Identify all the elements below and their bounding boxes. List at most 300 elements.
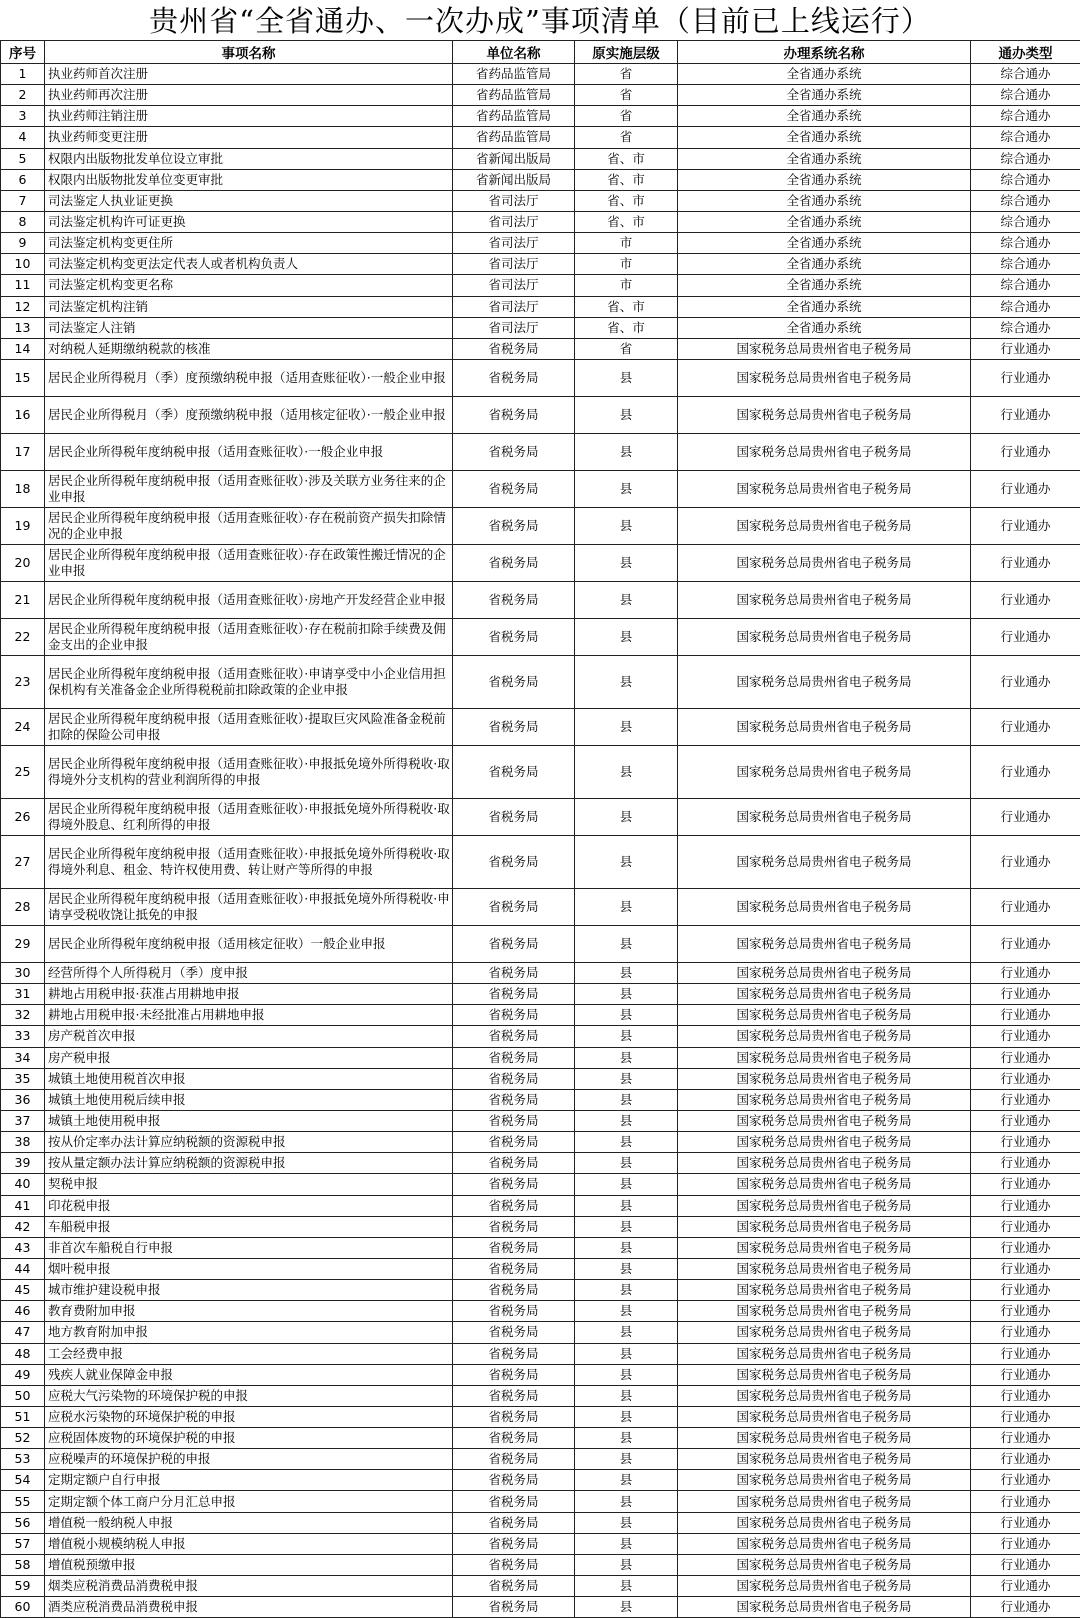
unit-name: 省税务局 (453, 1216, 575, 1237)
item-name: 印花税申报 (45, 1195, 453, 1216)
unit-name: 省税务局 (453, 655, 575, 708)
implementation-level: 县 (575, 1554, 678, 1575)
unit-name: 省税务局 (453, 1110, 575, 1131)
unit-name: 省税务局 (453, 338, 575, 359)
service-type: 行业通办 (971, 1110, 1080, 1131)
item-name: 增值税预缴申报 (45, 1554, 453, 1575)
service-type: 行业通办 (971, 1343, 1080, 1364)
unit-name: 省药品监管局 (453, 106, 575, 127)
row-number: 53 (1, 1449, 45, 1470)
item-name: 居民企业所得税年度纳税申报（适用查账征收）·提取巨灾风险准备金税前扣除的保险公司申报 (45, 708, 453, 745)
service-type: 行业通办 (971, 1512, 1080, 1533)
row-number: 1 (1, 64, 45, 85)
unit-name: 省税务局 (453, 984, 575, 1005)
service-type: 行业通办 (971, 433, 1080, 470)
system-name: 国家税务总局贵州省电子税务局 (678, 1174, 971, 1195)
row-number: 40 (1, 1174, 45, 1195)
table-row (1, 1428, 1080, 1449)
row-number: 27 (1, 835, 45, 888)
row-number: 15 (1, 359, 45, 396)
row-number: 47 (1, 1322, 45, 1343)
unit-name: 省税务局 (453, 470, 575, 507)
unit-name: 省税务局 (453, 396, 575, 433)
implementation-level: 省 (575, 127, 678, 148)
table-row (1, 1406, 1080, 1427)
implementation-level: 县 (575, 581, 678, 618)
table-row (1, 233, 1080, 254)
service-type: 行业通办 (971, 984, 1080, 1005)
implementation-level: 县 (575, 1237, 678, 1258)
service-type: 行业通办 (971, 618, 1080, 655)
table-row (1, 655, 1080, 708)
row-number: 8 (1, 211, 45, 232)
implementation-level: 县 (575, 962, 678, 983)
table-row (1, 544, 1080, 581)
system-name: 全省通办系统 (678, 317, 971, 338)
item-name: 残疾人就业保障金申报 (45, 1364, 453, 1385)
system-name: 国家税务总局贵州省电子税务局 (678, 1343, 971, 1364)
system-name: 全省通办系统 (678, 106, 971, 127)
system-name: 国家税务总局贵州省电子税务局 (678, 1491, 971, 1512)
system-name: 国家税务总局贵州省电子税务局 (678, 925, 971, 962)
unit-name: 省税务局 (453, 507, 575, 544)
item-name: 地方教育附加申报 (45, 1322, 453, 1343)
table-row (1, 1554, 1080, 1575)
row-number: 38 (1, 1132, 45, 1153)
row-number: 46 (1, 1301, 45, 1322)
item-name: 居民企业所得税年度纳税申报（适用查账征收）·申请享受中小企业信用担保机构有关准备金企业所得税税前扣除政策的企业申报 (45, 655, 453, 708)
service-type: 行业通办 (971, 396, 1080, 433)
service-type: 行业通办 (971, 925, 1080, 962)
system-name: 国家税务总局贵州省电子税务局 (678, 1512, 971, 1533)
implementation-level: 省、市 (575, 190, 678, 211)
implementation-level: 县 (575, 507, 678, 544)
implementation-level: 县 (575, 1428, 678, 1449)
row-number: 43 (1, 1237, 45, 1258)
service-type: 行业通办 (971, 1174, 1080, 1195)
unit-name: 省司法厅 (453, 317, 575, 338)
service-type: 行业通办 (971, 1280, 1080, 1301)
item-name: 居民企业所得税年度纳税申报（适用查账征收）·存在税前扣除手续费及佣金支出的企业申报 (45, 618, 453, 655)
service-type: 行业通办 (971, 962, 1080, 983)
system-name: 全省通办系统 (678, 169, 971, 190)
system-name: 国家税务总局贵州省电子税务局 (678, 507, 971, 544)
system-name: 国家税务总局贵州省电子税务局 (678, 1195, 971, 1216)
unit-name: 省税务局 (453, 1597, 575, 1618)
row-number: 39 (1, 1153, 45, 1174)
item-name: 居民企业所得税月（季）度预缴纳税申报（适用查账征收）·一般企业申报 (45, 359, 453, 396)
service-type: 综合通办 (971, 106, 1080, 127)
implementation-level: 县 (575, 1110, 678, 1131)
row-number: 51 (1, 1406, 45, 1427)
service-type: 行业通办 (971, 1301, 1080, 1322)
unit-name: 省税务局 (453, 925, 575, 962)
item-name: 按从价定率办法计算应纳税额的资源税申报 (45, 1132, 453, 1153)
service-type: 行业通办 (971, 745, 1080, 798)
row-number: 22 (1, 618, 45, 655)
service-type: 行业通办 (971, 1089, 1080, 1110)
service-type: 综合通办 (971, 85, 1080, 106)
row-number: 55 (1, 1491, 45, 1512)
page-title: 贵州省“全省通办、一次办成”事项清单（目前已上线运行） (0, 0, 1080, 40)
service-type: 行业通办 (971, 1322, 1080, 1343)
table-row (1, 470, 1080, 507)
implementation-level: 县 (575, 708, 678, 745)
service-type: 综合通办 (971, 254, 1080, 275)
table-row (1, 296, 1080, 317)
unit-name: 省新闻出版局 (453, 148, 575, 169)
unit-name: 省税务局 (453, 1005, 575, 1026)
row-number: 30 (1, 962, 45, 983)
unit-name: 省税务局 (453, 1237, 575, 1258)
item-name: 对纳税人延期缴纳税款的核准 (45, 338, 453, 359)
implementation-level: 县 (575, 544, 678, 581)
header-name: 事项名称 (45, 41, 453, 64)
implementation-level: 县 (575, 1576, 678, 1597)
implementation-level: 省、市 (575, 296, 678, 317)
implementation-level: 省、市 (575, 169, 678, 190)
table-row (1, 1005, 1080, 1026)
item-name: 应税固体废物的环境保护税的申报 (45, 1428, 453, 1449)
header-type: 通办类型 (971, 41, 1080, 64)
service-type: 行业通办 (971, 359, 1080, 396)
implementation-level: 县 (575, 745, 678, 798)
unit-name: 省税务局 (453, 359, 575, 396)
item-name: 司法鉴定机构变更法定代表人或者机构负责人 (45, 254, 453, 275)
table-row (1, 396, 1080, 433)
item-name: 城市维护建设税申报 (45, 1280, 453, 1301)
implementation-level: 县 (575, 1364, 678, 1385)
item-name: 按从量定额办法计算应纳税额的资源税申报 (45, 1153, 453, 1174)
table-row (1, 798, 1080, 835)
unit-name: 省司法厅 (453, 296, 575, 317)
service-type: 行业通办 (971, 1195, 1080, 1216)
row-number: 9 (1, 233, 45, 254)
row-number: 4 (1, 127, 45, 148)
system-name: 国家税务总局贵州省电子税务局 (678, 470, 971, 507)
implementation-level: 县 (575, 1301, 678, 1322)
unit-name: 省司法厅 (453, 275, 575, 296)
table-row (1, 618, 1080, 655)
service-type: 综合通办 (971, 127, 1080, 148)
item-name: 增值税一般纳税人申报 (45, 1512, 453, 1533)
header-system: 办理系统名称 (678, 41, 971, 64)
service-type: 行业通办 (971, 1068, 1080, 1089)
item-name: 司法鉴定人注销 (45, 317, 453, 338)
service-type: 行业通办 (971, 1576, 1080, 1597)
row-number: 3 (1, 106, 45, 127)
row-number: 13 (1, 317, 45, 338)
service-type: 综合通办 (971, 317, 1080, 338)
table-row (1, 1280, 1080, 1301)
row-number: 36 (1, 1089, 45, 1110)
system-name: 国家税务总局贵州省电子税务局 (678, 1132, 971, 1153)
implementation-level: 县 (575, 1216, 678, 1237)
unit-name: 省税务局 (453, 1301, 575, 1322)
row-number: 28 (1, 888, 45, 925)
item-name: 定期定额个体工商户分月汇总申报 (45, 1491, 453, 1512)
table-row (1, 888, 1080, 925)
header-row (1, 41, 1080, 64)
system-name: 国家税务总局贵州省电子税务局 (678, 1153, 971, 1174)
system-name: 国家税务总局贵州省电子税务局 (678, 1005, 971, 1026)
implementation-level: 省、市 (575, 317, 678, 338)
service-type: 行业通办 (971, 1491, 1080, 1512)
system-name: 国家税务总局贵州省电子税务局 (678, 708, 971, 745)
item-name: 权限内出版物批发单位变更审批 (45, 169, 453, 190)
unit-name: 省税务局 (453, 1132, 575, 1153)
header-unit: 单位名称 (453, 41, 575, 64)
system-name: 全省通办系统 (678, 127, 971, 148)
table-row (1, 507, 1080, 544)
table-row (1, 1491, 1080, 1512)
service-type: 行业通办 (971, 470, 1080, 507)
unit-name: 省税务局 (453, 433, 575, 470)
unit-name: 省税务局 (453, 888, 575, 925)
unit-name: 省税务局 (453, 1576, 575, 1597)
system-name: 全省通办系统 (678, 233, 971, 254)
implementation-level: 县 (575, 1512, 678, 1533)
system-name: 国家税务总局贵州省电子税务局 (678, 1026, 971, 1047)
item-name: 车船税申报 (45, 1216, 453, 1237)
implementation-level: 县 (575, 835, 678, 888)
implementation-level: 县 (575, 655, 678, 708)
system-name: 国家税务总局贵州省电子税务局 (678, 1068, 971, 1089)
table-row (1, 1364, 1080, 1385)
unit-name: 省药品监管局 (453, 64, 575, 85)
table-row (1, 85, 1080, 106)
table-row (1, 190, 1080, 211)
unit-name: 省税务局 (453, 1491, 575, 1512)
item-name: 应税噪声的环境保护税的申报 (45, 1449, 453, 1470)
system-name: 全省通办系统 (678, 190, 971, 211)
item-name: 增值税小规模纳税人申报 (45, 1533, 453, 1554)
table-row (1, 835, 1080, 888)
system-name: 全省通办系统 (678, 275, 971, 296)
unit-name: 省税务局 (453, 1026, 575, 1047)
table-row (1, 169, 1080, 190)
system-name: 国家税务总局贵州省电子税务局 (678, 1364, 971, 1385)
item-name: 司法鉴定机构变更住所 (45, 233, 453, 254)
item-name: 城镇土地使用税后续申报 (45, 1089, 453, 1110)
row-number: 6 (1, 169, 45, 190)
item-name: 司法鉴定机构注销 (45, 296, 453, 317)
row-number: 31 (1, 984, 45, 1005)
service-type: 行业通办 (971, 1153, 1080, 1174)
implementation-level: 县 (575, 1322, 678, 1343)
service-type: 行业通办 (971, 655, 1080, 708)
unit-name: 省税务局 (453, 1322, 575, 1343)
row-number: 32 (1, 1005, 45, 1026)
item-name: 司法鉴定人执业证更换 (45, 190, 453, 211)
system-name: 国家税务总局贵州省电子税务局 (678, 396, 971, 433)
service-type: 行业通办 (971, 1364, 1080, 1385)
row-number: 21 (1, 581, 45, 618)
unit-name: 省税务局 (453, 1195, 575, 1216)
unit-name: 省税务局 (453, 1068, 575, 1089)
implementation-level: 省、市 (575, 148, 678, 169)
table-row (1, 211, 1080, 232)
service-type: 行业通办 (971, 581, 1080, 618)
service-type: 行业通办 (971, 798, 1080, 835)
item-name: 司法鉴定机构变更名称 (45, 275, 453, 296)
item-name: 居民企业所得税年度纳税申报（适用查账征收）·申报抵免境外所得税收·取得境外分支机构的营业利润所得的申报 (45, 745, 453, 798)
item-name: 工会经费申报 (45, 1343, 453, 1364)
header-no: 序号 (1, 41, 45, 64)
row-number: 58 (1, 1554, 45, 1575)
implementation-level: 省 (575, 64, 678, 85)
implementation-level: 县 (575, 1597, 678, 1618)
table-row (1, 1470, 1080, 1491)
row-number: 20 (1, 544, 45, 581)
row-number: 12 (1, 296, 45, 317)
item-name: 居民企业所得税年度纳税申报（适用查账征收）·存在政策性搬迁情况的企业申报 (45, 544, 453, 581)
service-type: 行业通办 (971, 888, 1080, 925)
system-name: 国家税务总局贵州省电子税务局 (678, 888, 971, 925)
unit-name: 省税务局 (453, 962, 575, 983)
system-name: 国家税务总局贵州省电子税务局 (678, 1322, 971, 1343)
system-name: 国家税务总局贵州省电子税务局 (678, 1470, 971, 1491)
table-row (1, 338, 1080, 359)
unit-name: 省税务局 (453, 1047, 575, 1068)
unit-name: 省税务局 (453, 1343, 575, 1364)
row-number: 23 (1, 655, 45, 708)
system-name: 国家税务总局贵州省电子税务局 (678, 1280, 971, 1301)
implementation-level: 市 (575, 233, 678, 254)
row-number: 7 (1, 190, 45, 211)
system-name: 国家税务总局贵州省电子税务局 (678, 745, 971, 798)
unit-name: 省司法厅 (453, 233, 575, 254)
service-type: 行业通办 (971, 1005, 1080, 1026)
unit-name: 省税务局 (453, 708, 575, 745)
table-row (1, 1301, 1080, 1322)
system-name: 国家税务总局贵州省电子税务局 (678, 359, 971, 396)
row-number: 19 (1, 507, 45, 544)
implementation-level: 县 (575, 1089, 678, 1110)
unit-name: 省税务局 (453, 798, 575, 835)
system-name: 国家税务总局贵州省电子税务局 (678, 1110, 971, 1131)
item-name: 教育费附加申报 (45, 1301, 453, 1322)
implementation-level: 省、市 (575, 211, 678, 232)
service-type: 综合通办 (971, 190, 1080, 211)
table-row (1, 1216, 1080, 1237)
unit-name: 省税务局 (453, 1428, 575, 1449)
table-row (1, 1026, 1080, 1047)
table-row (1, 1047, 1080, 1068)
unit-name: 省税务局 (453, 544, 575, 581)
implementation-level: 省 (575, 85, 678, 106)
implementation-level: 县 (575, 618, 678, 655)
table-row (1, 1110, 1080, 1131)
implementation-level: 县 (575, 1449, 678, 1470)
item-name: 居民企业所得税年度纳税申报（适用查账征收）·涉及关联方业务往来的企业申报 (45, 470, 453, 507)
system-name: 国家税务总局贵州省电子税务局 (678, 1089, 971, 1110)
table-row (1, 1322, 1080, 1343)
service-type: 行业通办 (971, 1047, 1080, 1068)
item-name: 房产税申报 (45, 1047, 453, 1068)
table-row (1, 1533, 1080, 1554)
implementation-level: 市 (575, 254, 678, 275)
unit-name: 省税务局 (453, 835, 575, 888)
unit-name: 省税务局 (453, 1449, 575, 1470)
implementation-level: 县 (575, 359, 678, 396)
item-name: 定期定额户自行申报 (45, 1470, 453, 1491)
item-name: 居民企业所得税年度纳税申报（适用查账征收）·申报抵免境外所得税收·取得境外利息、租金、特许权使用费、转让财产等所得的申报 (45, 835, 453, 888)
row-number: 2 (1, 85, 45, 106)
system-name: 国家税务总局贵州省电子税务局 (678, 798, 971, 835)
row-number: 29 (1, 925, 45, 962)
table-row (1, 984, 1080, 1005)
item-name: 烟叶税申报 (45, 1258, 453, 1279)
implementation-level: 县 (575, 1406, 678, 1427)
implementation-level: 县 (575, 1343, 678, 1364)
system-name: 国家税务总局贵州省电子税务局 (678, 1428, 971, 1449)
table-row (1, 1153, 1080, 1174)
table-row (1, 925, 1080, 962)
table-row (1, 1132, 1080, 1153)
service-type: 综合通办 (971, 233, 1080, 254)
unit-name: 省税务局 (453, 745, 575, 798)
implementation-level: 省 (575, 106, 678, 127)
table-row (1, 64, 1080, 85)
table-row (1, 317, 1080, 338)
row-number: 60 (1, 1597, 45, 1618)
item-name: 居民企业所得税年度纳税申报（适用查账征收）·存在税前资产损失扣除情况的企业申报 (45, 507, 453, 544)
item-name: 经营所得个人所得税月（季）度申报 (45, 962, 453, 983)
item-name: 居民企业所得税年度纳税申报（适用核定征收）一般企业申报 (45, 925, 453, 962)
implementation-level: 县 (575, 470, 678, 507)
implementation-level: 县 (575, 888, 678, 925)
items-table (0, 40, 1080, 1618)
service-type: 行业通办 (971, 1533, 1080, 1554)
service-type: 综合通办 (971, 296, 1080, 317)
service-type: 综合通办 (971, 148, 1080, 169)
table-row (1, 1512, 1080, 1533)
system-name: 国家税务总局贵州省电子税务局 (678, 544, 971, 581)
service-type: 行业通办 (971, 1449, 1080, 1470)
service-type: 综合通办 (971, 275, 1080, 296)
implementation-level: 县 (575, 984, 678, 1005)
system-name: 国家税务总局贵州省电子税务局 (678, 618, 971, 655)
table-row (1, 1385, 1080, 1406)
service-type: 综合通办 (971, 169, 1080, 190)
system-name: 国家税务总局贵州省电子税务局 (678, 835, 971, 888)
system-name: 国家税务总局贵州省电子税务局 (678, 1385, 971, 1406)
system-name: 国家税务总局贵州省电子税务局 (678, 1237, 971, 1258)
item-name: 居民企业所得税年度纳税申报（适用查账征收）·房地产开发经营企业申报 (45, 581, 453, 618)
service-type: 行业通办 (971, 1026, 1080, 1047)
table-row (1, 1576, 1080, 1597)
table-row (1, 1343, 1080, 1364)
implementation-level: 县 (575, 798, 678, 835)
service-type: 行业通办 (971, 1428, 1080, 1449)
table-row (1, 1237, 1080, 1258)
row-number: 35 (1, 1068, 45, 1089)
table-row (1, 745, 1080, 798)
row-number: 52 (1, 1428, 45, 1449)
system-name: 全省通办系统 (678, 296, 971, 317)
unit-name: 省税务局 (453, 1533, 575, 1554)
item-name: 居民企业所得税年度纳税申报（适用查账征收）·一般企业申报 (45, 433, 453, 470)
system-name: 国家税务总局贵州省电子税务局 (678, 581, 971, 618)
table-row (1, 1449, 1080, 1470)
service-type: 行业通办 (971, 1258, 1080, 1279)
item-name: 房产税首次申报 (45, 1026, 453, 1047)
table-row (1, 581, 1080, 618)
item-name: 执业药师首次注册 (45, 64, 453, 85)
system-name: 全省通办系统 (678, 64, 971, 85)
table-body (1, 64, 1080, 1618)
